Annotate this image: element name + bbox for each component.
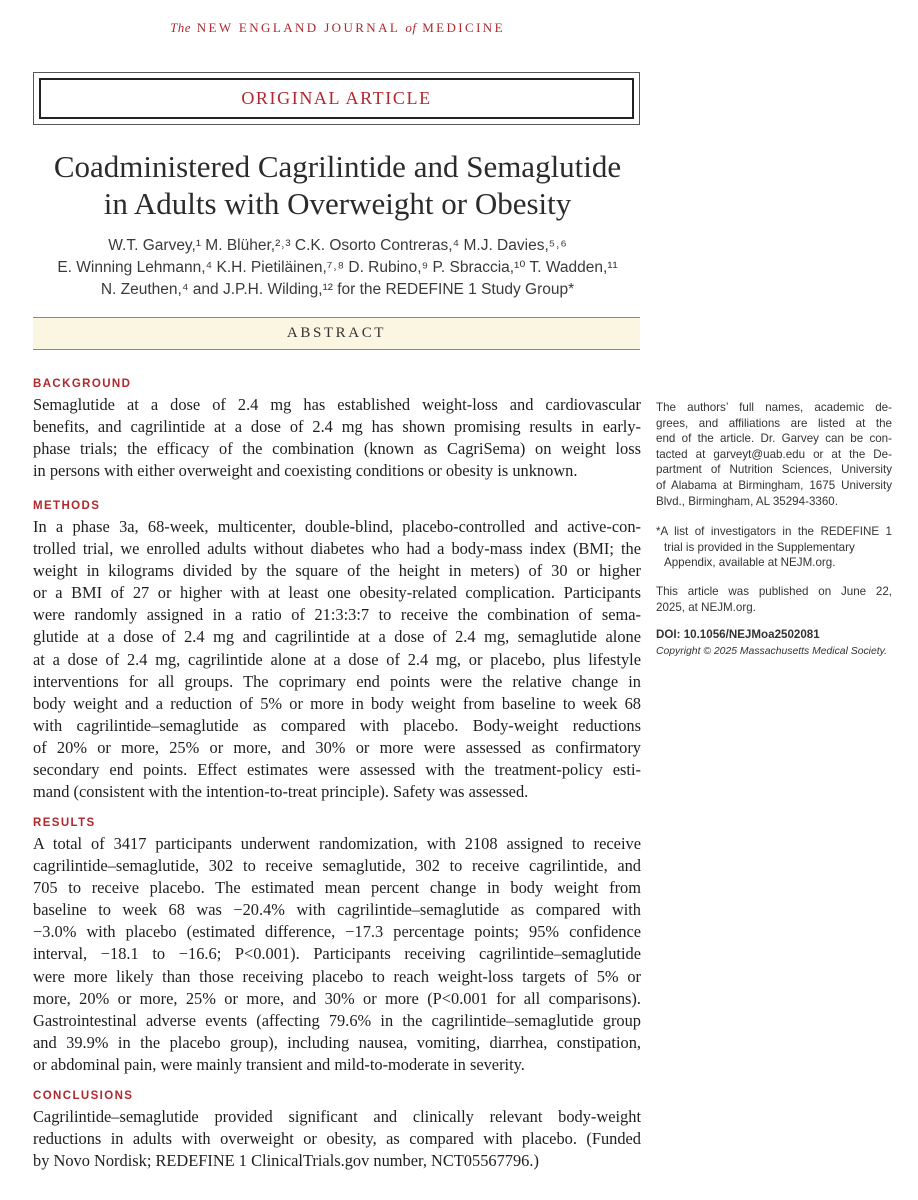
text-line: interval, −18.1 to −16.6; P<0.001). Participants receiving cagrilintide–semaglutide <box>33 944 641 964</box>
note-line: Blvd., Birmingham, AL 35294-3360. <box>656 494 838 508</box>
methods-text <box>33 516 641 803</box>
doi-text: DOI: 10.1056/NEJMoa2502081 <box>656 628 820 641</box>
background-heading: BACKGROUND <box>33 378 132 390</box>
text-line: mand (consistent with the intention-to-treat principle). Safety was assessed. <box>33 782 529 802</box>
text-line: weight in kilograms divided by the square of the height in meters) of 30 or higher <box>33 561 641 581</box>
text-line: secondary end points. Effect estimates were assessed with the treatment-policy esti- <box>33 760 641 780</box>
text-line: were randomly assigned in a ratio of 21:3:3:7 to receive the combination of sema- <box>33 605 641 625</box>
text-line: by Novo Nordisk; REDEFINE 1 ClinicalTrials.gov number, NCT05567796.) <box>33 1151 539 1171</box>
text-line: and 39.9% in the placebo group), including nausea, vomiting, diarrhea, constipation, <box>33 1032 641 1052</box>
masthead-the: The <box>170 20 192 35</box>
note-line: *A list of investigators in the REDEFINE 1 <box>656 525 892 538</box>
note-line: of Alabama at Birmingham, 1675 University <box>656 478 892 492</box>
text-line: In a phase 3a, 68-week, multicenter, double-blind, placebo-controlled and active-con- <box>33 517 641 536</box>
masthead-medicine: MEDICINE <box>422 20 505 35</box>
note-line: 2025, at NEJM.org. <box>656 600 756 614</box>
text-line: or abdominal pain, were mainly transient and mild-to-moderate in severity. <box>33 1054 525 1074</box>
results-heading: RESULTS <box>33 817 96 829</box>
note-line: end of the article. Dr. Garvey can be con- <box>656 432 892 446</box>
text-line: Cagrilintide–semaglutide provided significant and clinically relevant body-weight <box>33 1107 641 1126</box>
article-title <box>0 148 675 222</box>
authors-line-1: W.T. Garvey,¹ M. Blüher,²˒³ C.K. Osorto Contreras,⁴ M.J. Davies,⁵˒⁶ <box>108 237 567 254</box>
note-line: Appendix, available at NEJM.org. <box>664 556 836 570</box>
title-line-1: Coadministered Cagrilintide and Semaglutide <box>53 149 622 184</box>
results-text <box>33 833 641 1076</box>
text-line: more, 20% or more, 25% or more, and 30% or more (P<0.001 for all comparisons). <box>33 988 641 1008</box>
author-affiliation-note <box>656 400 892 509</box>
text-line: Semaglutide at a dose of 2.4 mg has established weight-loss and cardiovascular <box>33 395 641 414</box>
text-line: A total of 3417 participants underwent randomization, with 2108 assigned to receive <box>33 834 641 853</box>
text-line: body weight and a reduction of 5% or more in body weight from baseline to week 68 <box>33 693 641 713</box>
masthead-of: of <box>405 20 417 35</box>
text-line: baseline to week 68 was −20.4% with cagrilintide–semaglutide as compared with <box>33 900 641 920</box>
methods-heading: METHODS <box>33 500 101 512</box>
article-type-box <box>33 72 640 125</box>
note-line: tacted at garveyt@uab.edu or at the De- <box>656 447 892 461</box>
publication-note <box>656 584 892 615</box>
note-line: grees, and affiliations are listed at the <box>656 416 892 430</box>
text-line: glutide at a dose of 2.4 mg and cagrilintide at a dose of 2.4 mg, semaglutide alone <box>33 627 641 647</box>
text-line: Gastrointestinal adverse events (affecting 79.6% in the cagrilintide–semaglutide group <box>33 1010 641 1030</box>
note-line: This article was published on June 22, <box>656 585 892 598</box>
text-line: with cagrilintide–semaglutide as compared with placebo. Body-weight reductions <box>33 715 641 735</box>
masthead-name: NEW ENGLAND JOURNAL <box>196 20 400 35</box>
title-line-2: in Adults with Overweight or Obesity <box>103 186 572 221</box>
note-line: The authors’ full names, academic de- <box>656 401 892 414</box>
conclusions-text <box>33 1106 641 1172</box>
authors-line-3: N. Zeuthen,⁴ and J.P.H. Wilding,¹² for the REDEFINE 1 Study Group* <box>100 281 575 298</box>
text-line: trolled trial, we enrolled adults without diabetes who had a body-mass index (BMI; the <box>33 539 641 559</box>
text-line: cagrilintide–semaglutide, 302 to receive semaglutide, 302 to receive cagrilintide, and <box>33 856 641 876</box>
authors-line-2: E. Winning Lehmann,⁴ K.H. Pietiläinen,⁷˒⁸ D. Rubino,⁹ P. Sbraccia,¹⁰ T. Wadden,¹¹ <box>57 259 618 276</box>
text-line: −3.0% with placebo (estimated difference, −17.3 percentage points; 95% confidence <box>33 922 641 942</box>
text-line: were more likely than those receiving placebo to reach weight-loss targets of 5% or <box>33 966 641 986</box>
note-line: trial is provided in the Supplementary <box>664 540 855 554</box>
note-line: partment of Nutrition Sciences, University <box>656 463 892 477</box>
investigators-note <box>656 524 892 571</box>
text-line: of 20% or more, 25% or more, and 30% or more were assessed as confirmatory <box>33 737 641 757</box>
background-text <box>33 394 641 482</box>
copyright-text: Copyright © 2025 Massachusetts Medical Society. <box>656 646 887 657</box>
text-line: in persons with either overweight and coexisting conditions or obesity is unknown. <box>33 461 578 481</box>
journal-masthead <box>0 20 675 36</box>
text-line: 705 to receive placebo. The estimated mean percent change in body weight from <box>33 878 641 898</box>
author-list <box>0 235 675 301</box>
conclusions-heading: CONCLUSIONS <box>33 1090 134 1102</box>
text-line: phase trials; the efficacy of the combination (known as CagriSema) on weight loss <box>33 439 641 459</box>
text-line: or a BMI of 27 or higher with at least one obesity-related complication. Participants <box>33 583 641 603</box>
text-line: interventions for all groups. The coprimary end points were the relative change in <box>33 671 641 691</box>
text-line: at a dose of 2.4 mg, cagrilintide alone at a dose of 2.4 mg, or placebo, plus lifestyle <box>33 649 641 669</box>
article-type-label: ORIGINAL ARTICLE <box>39 78 634 119</box>
text-line: reductions in adults with overweight or obesity, as compared with placebo. (Funded <box>33 1129 641 1149</box>
abstract-banner: ABSTRACT <box>33 317 640 350</box>
text-line: benefits, and cagrilintide at a dose of 2.4 mg has shown promising results in early- <box>33 417 641 437</box>
